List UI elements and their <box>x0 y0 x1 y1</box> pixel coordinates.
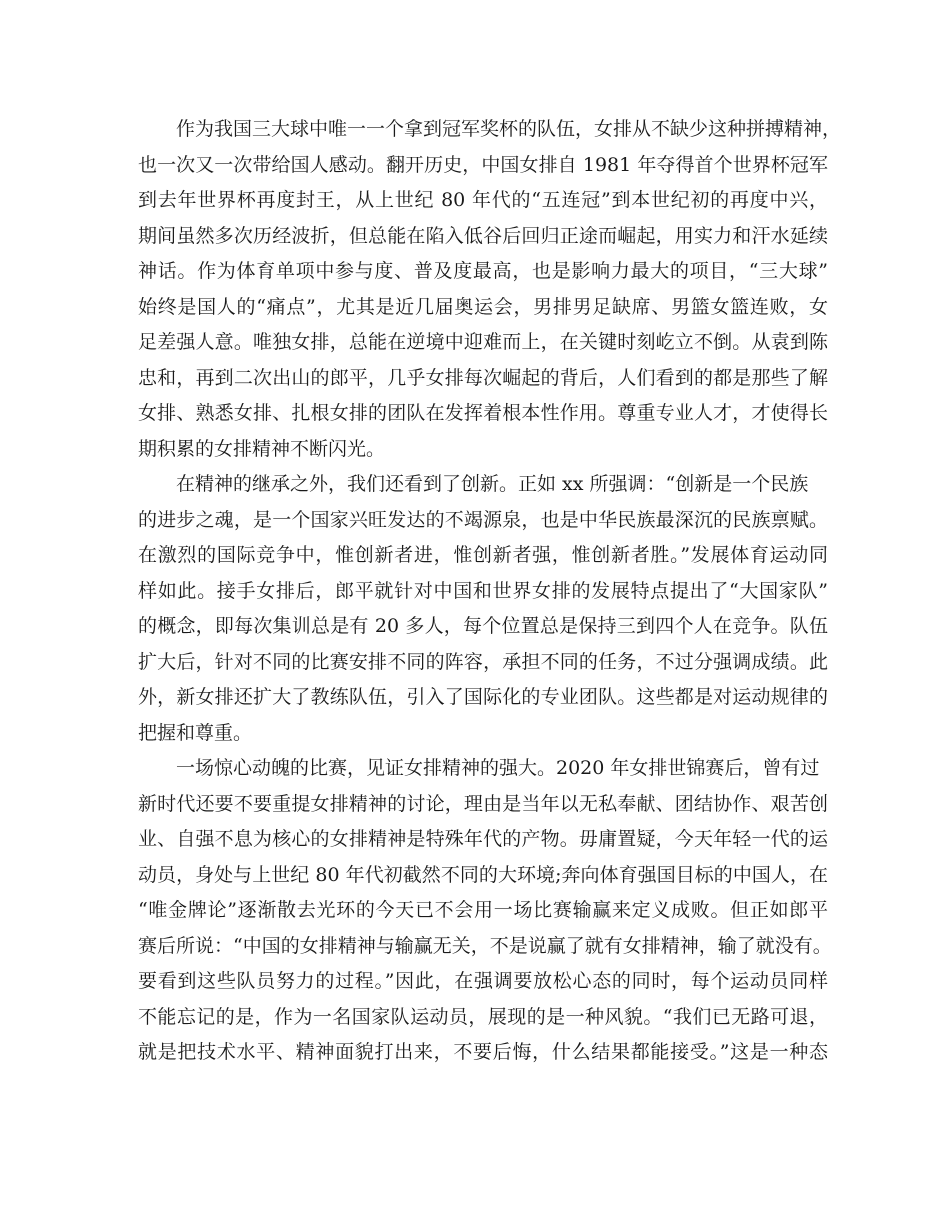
text-line: 神话。作为体育单项中参与度、普及度最高，也是影响力最大的项目，“三大球” <box>138 260 828 282</box>
text-line: 在激烈的国际竞争中，惟创新者进，惟创新者强，惟创新者胜。”发展体育运动同 <box>138 544 828 566</box>
text-line: 始终是国人的“痛点”，尤其是近几届奥运会，男排男足缺席、男篮女篮连败，女 <box>138 295 828 318</box>
text-line: 忠和，再到二次出山的郎平，几乎女排每次崛起的背后，人们看到的都是那些了解 <box>138 366 828 389</box>
text-line: 样如此。接手女排后，郎平就针对中国和世界女排的发展特点提出了“大国家队” <box>138 579 828 602</box>
text-line: “唯金牌论”逐渐散去光环的今天已不会用一场比赛输赢来定义成败。但正如郎平 <box>138 899 828 921</box>
text-line: 作为我国三大球中唯一一个拿到冠军奖杯的队伍，女排从不缺少这种拼搏精神， <box>176 118 842 140</box>
text-line: 足差强人意。唯独女排，总能在逆境中迎难而上，在关键时刻屹立不倒。从袁到陈 <box>138 331 828 353</box>
text-line: 业、自强不息为核心的女排精神是特殊年代的产物。毋庸置疑，今天年轻一代的运 <box>138 828 828 850</box>
text-line: 把握和尊重。 <box>138 721 253 744</box>
paragraph <box>138 467 828 751</box>
text-line: 扩大后，针对不同的比赛安排不同的阵容，承担不同的任务，不过分强调成绩。此 <box>138 650 828 673</box>
text-line: 的进步之魂，是一个国家兴旺发达的不竭源泉，也是中华民族最深沉的民族禀赋。 <box>138 508 828 531</box>
text-line: 一场惊心动魄的比赛，见证女排精神的强大。2020 年女排世锦赛后，曾有过 <box>176 757 820 779</box>
text-line: 不能忘记的是，作为一名国家队运动员，展现的是一种风貌。“我们已无路可退， <box>138 1005 828 1028</box>
text-line: 也一次又一次带给国人感动。翻开历史，中国女排自 1981 年夺得首个世界杯冠军 <box>138 153 828 176</box>
text-line: 要看到这些队员努力的过程。”因此，在强调要放松心态的同时，每个运动员同样 <box>138 970 828 992</box>
text-line: 的概念，即每次集训总是有 20 多人，每个位置总是保持三到四个人在竞争。队伍 <box>138 615 828 637</box>
text-line: 就是把技术水平、精神面貌打出来，不要后悔，什么结果都能接受。”这是一种态 <box>138 1041 828 1063</box>
paragraph <box>138 112 842 467</box>
text-line: 女排、熟悉女排、扎根女排的团队在发挥着根本性作用。尊重专业人才，才使得长 <box>138 402 828 424</box>
text-line: 在精神的继承之外，我们还看到了创新。正如 xx 所强调：“创新是一个民族 <box>176 473 809 495</box>
text-line: 期间虽然多次历经波折，但总能在陷入低谷后回归正途而崛起，用实力和汗水延续 <box>138 224 828 247</box>
paragraph <box>138 751 832 1071</box>
text-line: 动员，身处与上世纪 80 年代初截然不同的大环境;奔向体育强国目标的中国人，在 <box>138 863 828 886</box>
text-line: 新时代还要不要重提女排精神的讨论，理由是当年以无私奉献、团结协作、艰苦创 <box>138 792 828 815</box>
document-body <box>138 112 842 1071</box>
text-line: 赛后所说：“中国的女排精神与输赢无关，不是说赢了就有女排精神，输了就没有。 <box>138 934 832 957</box>
text-line: 期积累的女排精神不断闪光。 <box>138 437 386 460</box>
text-line: 到去年世界杯再度封王，从上世纪 80 年代的“五连冠”到本世纪初的再度中兴， <box>138 189 828 211</box>
text-line: 外，新女排还扩大了教练队伍，引入了国际化的专业团队。这些都是对运动规律的 <box>138 686 828 708</box>
